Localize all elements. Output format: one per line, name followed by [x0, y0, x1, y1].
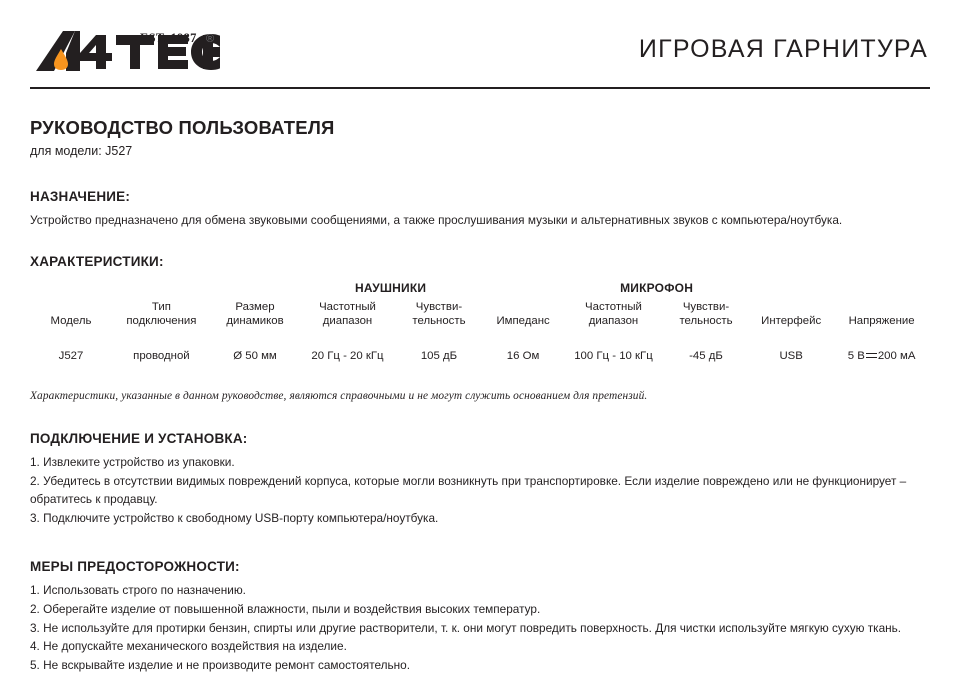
table-group-header-row — [30, 277, 930, 301]
cell-driver-size: Ø 50 мм — [233, 350, 277, 362]
section-connection-heading: ПОДКЛЮЧЕНИЕ И УСТАНОВКА: — [30, 431, 248, 446]
header-divider — [30, 87, 930, 89]
cell-model: J527 — [58, 350, 84, 362]
section-safety-heading: МЕРЫ ПРЕДОСТОРОЖНОСТИ: — [30, 559, 240, 575]
registered-trademark-icon: ® — [206, 33, 215, 45]
section-specifications-heading: ХАРАКТЕРИСТИКИ: — [30, 254, 164, 269]
list-item: 5. Не вскрывайте изделие и не производите ремонт самостоятельно. — [30, 657, 411, 672]
group-header-headphones: НАУШНИКИ — [354, 281, 427, 295]
column-header-voltage: Напряжение — [848, 314, 915, 327]
list-item: 4. Не допускайте механического воздействия на изделие. — [30, 639, 347, 654]
voltage-suffix: 200 мА — [877, 350, 916, 362]
cell-headphone-sensitivity: 105 дБ — [420, 350, 458, 362]
page-title: РУКОВОДСТВО ПОЛЬЗОВАТЕЛЯ — [30, 117, 335, 138]
connection-steps-list — [30, 453, 930, 527]
section-purpose — [30, 189, 930, 229]
list-item: 2. Оберегайте изделие от повышенной влажности, пыли и воздействия высоких температур. — [30, 601, 541, 616]
product-category-title: ИГРОВАЯ ГАРНИТУРА — [638, 34, 928, 63]
table-header-row — [30, 301, 930, 332]
column-header-microphone-frequency: Частотный диапазон — [585, 301, 642, 327]
a4tech-logo — [30, 27, 220, 71]
specifications-table — [30, 277, 930, 362]
model-subtitle: для модели: J527 — [30, 144, 133, 158]
logo-est-text: EST. 1987 — [140, 31, 197, 45]
cell-microphone-sensitivity: -45 дБ — [689, 350, 723, 362]
cell-impedance: 16 Ом — [506, 350, 540, 362]
column-header-impedance: Импеданс — [496, 314, 550, 327]
voltage-prefix: 5 В — [847, 350, 865, 362]
section-connection — [30, 431, 930, 527]
table-row — [30, 332, 930, 362]
column-header-interface: Интерфейс — [761, 314, 822, 327]
section-purpose-text: Устройство предназначено для обмена звуковыми сообщениями, а также прослушивания музыки и альтернативных звуков с компьютера/ноутбука. — [30, 213, 843, 227]
page-header — [30, 0, 930, 82]
cell-connection-type: проводной — [133, 350, 190, 362]
cell-interface: USB — [779, 350, 803, 362]
column-header-connection-type: Тип подключения — [126, 301, 197, 327]
list-item: 3. Подключите устройство к свободному USB-порту компьютера/ноутбука. — [30, 510, 439, 525]
list-item: 1. Использовать строго по назначению. — [30, 583, 246, 598]
column-header-driver-size: Размер динамиков — [226, 301, 284, 327]
section-safety — [30, 559, 930, 674]
column-header-headphone-sensitivity: Чувстви- тельность — [412, 301, 466, 327]
safety-rules-list — [30, 581, 930, 674]
specifications-disclaimer: Характеристики, указанные в данном руководстве, являются справочными и не могут служить основанием для претензий. — [30, 390, 648, 402]
dc-current-icon — [866, 351, 877, 360]
column-header-microphone-sensitivity: Чувстви- тельность — [679, 301, 733, 327]
list-item: 3. Не используйте для протирки бензин, спирты или другие растворители, т. к. они могут повредить поверхность. Для чистки используйте мягкую сухую ткань. — [30, 620, 902, 635]
list-item: 1. Извлеките устройство из упаковки. — [30, 455, 235, 469]
list-item: 2. Убедитесь в отсутствии видимых повреждений корпуса, которые могли возникнуть при транспортировке. Если изделие повреждено или не функционирует – обратитесь к продавцу. — [30, 473, 907, 507]
cell-voltage — [833, 332, 930, 362]
section-specifications — [30, 254, 930, 402]
cell-microphone-frequency: 100 Гц - 10 кГц — [574, 350, 653, 362]
section-purpose-heading: НАЗНАЧЕНИЕ: — [30, 189, 131, 204]
column-header-model: Модель — [50, 314, 92, 327]
group-header-microphone: МИКРОФОН — [620, 281, 694, 295]
column-header-headphone-frequency: Частотный диапазон — [319, 301, 376, 327]
cell-headphone-frequency: 20 Гц - 20 кГц — [311, 350, 384, 362]
